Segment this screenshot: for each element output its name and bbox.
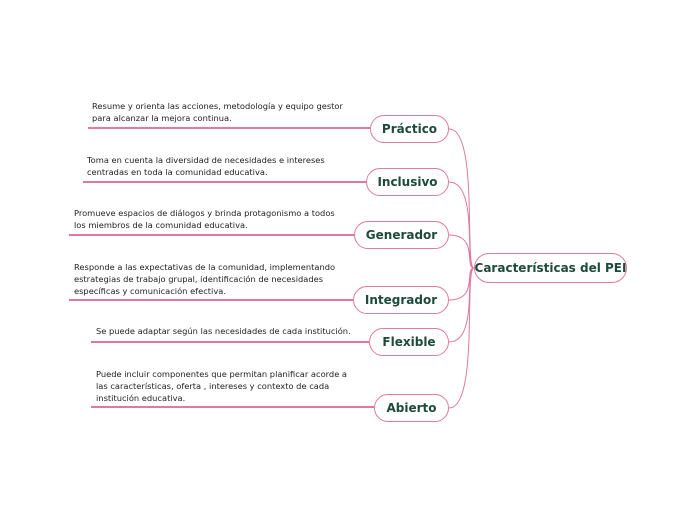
note-line: para alcanzar la mejora continua.	[92, 113, 232, 124]
branch-node-abierto[interactable]	[374, 394, 449, 422]
note-line: Responde a las expectativas de la comunidad, implementando	[74, 262, 336, 272]
central-topic[interactable]	[474, 253, 627, 283]
note-underline	[88, 127, 370, 129]
branch-node-inclusivo[interactable]	[366, 168, 449, 196]
note-underline	[91, 406, 374, 408]
note-line: centradas en toda la comunidad educativa.	[87, 167, 268, 178]
note-underline	[91, 341, 369, 343]
branch-note-inclusivo	[87, 154, 357, 178]
branch-node-practico[interactable]	[370, 115, 449, 143]
branch-node-flexible[interactable]	[369, 328, 449, 356]
central-topic-label: Características del PEI	[474, 261, 627, 275]
branch-note-practico	[92, 100, 362, 124]
branch-note-integrador	[74, 261, 349, 298]
note-underline	[69, 234, 354, 236]
note-line: Puede incluir componentes que permitan planificar acorde a	[96, 369, 348, 379]
branch-node-integrador[interactable]	[353, 286, 449, 314]
note-line: institución educativa.	[96, 393, 186, 404]
note-line: Resume y orienta las acciones, metodología y equipo gestor	[92, 101, 343, 111]
note-line: específicas y comunicación efectiva.	[74, 286, 226, 297]
note-line: Promueve espacios de diálogos y brinda protagonismo a todos	[74, 208, 335, 218]
note-line: los miembros de la comunidad educativa.	[74, 220, 248, 231]
note-line: Se puede adaptar según las necesidades de cada institución.	[96, 326, 351, 336]
note-line: las características, oferta , intereses y contexto de cada	[96, 381, 330, 392]
connector-line	[449, 182, 474, 268]
branch-node-generador[interactable]	[354, 221, 449, 249]
note-line: Toma en cuenta la diversidad de necesidades e intereses	[87, 155, 325, 165]
note-line: estrategias de trabajo grupal, identificación de necesidades	[74, 274, 324, 285]
branch-label: Abierto	[386, 401, 437, 415]
note-underline	[83, 181, 366, 183]
branch-note-abierto	[96, 368, 366, 405]
branch-label: Generador	[365, 228, 438, 242]
branch-label: Práctico	[381, 122, 438, 136]
note-underline	[69, 299, 353, 301]
branch-note-generador	[74, 207, 349, 231]
branch-label: Flexible	[382, 335, 436, 349]
connector-line	[449, 268, 474, 408]
branch-label: Integrador	[364, 293, 438, 307]
branch-note-flexible	[96, 325, 366, 337]
branch-label: Inclusivo	[377, 175, 438, 189]
connector-lines	[449, 129, 474, 408]
